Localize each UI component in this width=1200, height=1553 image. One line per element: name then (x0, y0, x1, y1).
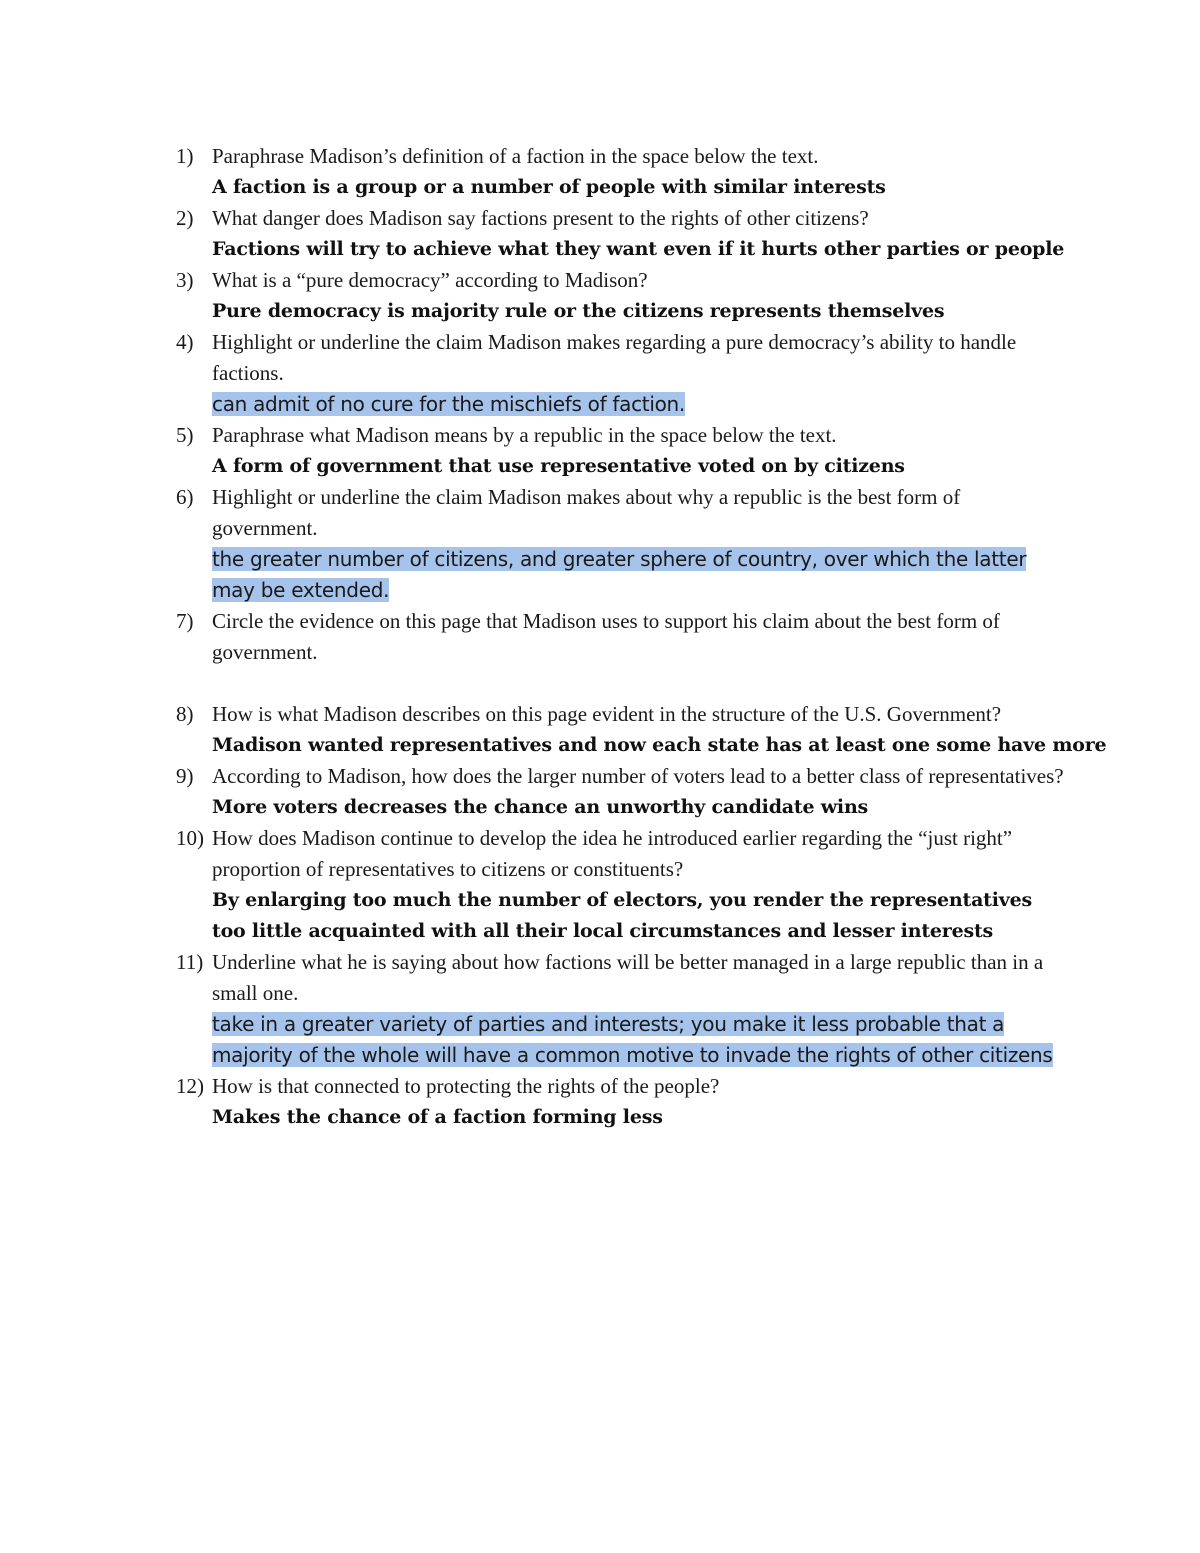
answer-text: Factions will try to achieve what they want even if it hurts other parties or people (212, 238, 1065, 260)
highlighted-answer: can admit of no cure for the mischiefs of faction. (212, 392, 685, 416)
answer-text: More voters decreases the chance an unworthy candidate wins (212, 796, 869, 818)
question-prompt: According to Madison, how does the larger number of voters lead to a better class of representatives? (212, 764, 1064, 788)
question-number: 1) (176, 144, 194, 168)
question-prompt: Circle the evidence on this page that Madison uses to support his claim about the best form of government. (212, 609, 1000, 664)
question-prompt: Underline what he is saying about how factions will be better managed in a large republic than in a small one. (212, 950, 1044, 1005)
question-item (170, 1071, 1070, 1133)
answer-text: By enlarging too much the number of electors, you render the representatives too little acquainted with all their local circumstances and lesser interests (212, 889, 1032, 942)
highlighted-answer-block (212, 544, 1070, 606)
question-prompt: Highlight or underline the claim Madison makes about why a republic is the best form of government. (212, 485, 961, 540)
answer-text: Madison wanted representatives and now each state has at least one some have more (212, 734, 1107, 756)
question-item (170, 482, 1070, 606)
question-number: 11) (176, 950, 204, 974)
highlighted-answer: take in a greater variety of parties and interests; you make it less probable that a majority of the whole will have a common motive to invade the rights of other citizens (212, 1012, 1053, 1067)
question-number: 7) (176, 609, 194, 633)
question-number: 12) (176, 1074, 204, 1098)
question-number: 4) (176, 330, 194, 354)
question-prompt: What danger does Madison say factions present to the rights of other citizens? (212, 206, 869, 230)
question-prompt: Paraphrase what Madison means by a republic in the space below the text. (212, 423, 837, 447)
question-number: 3) (176, 268, 194, 292)
answer-text: Makes the chance of a faction forming less (212, 1106, 663, 1128)
question-prompt: What is a “pure democracy” according to Madison? (212, 268, 648, 292)
question-number: 8) (176, 702, 194, 726)
blank-line (170, 668, 1070, 699)
question-item (170, 327, 1070, 420)
question-number: 6) (176, 485, 194, 509)
question-prompt: How does Madison continue to develop the idea he introduced earlier regarding the “just right” proportion of representatives to citizens or constituents? (212, 826, 1013, 881)
question-number: 9) (176, 764, 194, 788)
highlighted-answer-block (212, 1009, 1070, 1071)
question-item (170, 265, 1070, 327)
question-item (170, 947, 1070, 1071)
question-prompt: How is what Madison describes on this page evident in the structure of the U.S. Government? (212, 702, 1002, 726)
question-prompt: Highlight or underline the claim Madison makes regarding a pure democracy’s ability to handle factions. (212, 330, 1017, 385)
answer-text: Pure democracy is majority rule or the citizens represents themselves (212, 300, 945, 322)
question-number: 2) (176, 206, 194, 230)
question-prompt: Paraphrase Madison’s definition of a faction in the space below the text. (212, 144, 819, 168)
answer-text: A faction is a group or a number of people with similar interests (212, 176, 886, 198)
question-number: 10) (176, 826, 204, 850)
question-number: 5) (176, 423, 194, 447)
highlighted-answer: the greater number of citizens, and greater sphere of country, over which the latter may be extended. (212, 547, 1027, 602)
question-item (170, 699, 1107, 761)
question-item (170, 203, 1070, 265)
question-item (170, 420, 1070, 482)
highlighted-answer-block (212, 389, 1070, 420)
question-prompt: How is that connected to protecting the rights of the people? (212, 1074, 720, 1098)
answer-text: A form of government that use representative voted on by citizens (212, 455, 905, 477)
question-item (170, 141, 1070, 203)
question-item (170, 761, 1070, 823)
question-list (170, 141, 1107, 1133)
question-item (170, 823, 1070, 947)
question-item (170, 606, 1070, 668)
